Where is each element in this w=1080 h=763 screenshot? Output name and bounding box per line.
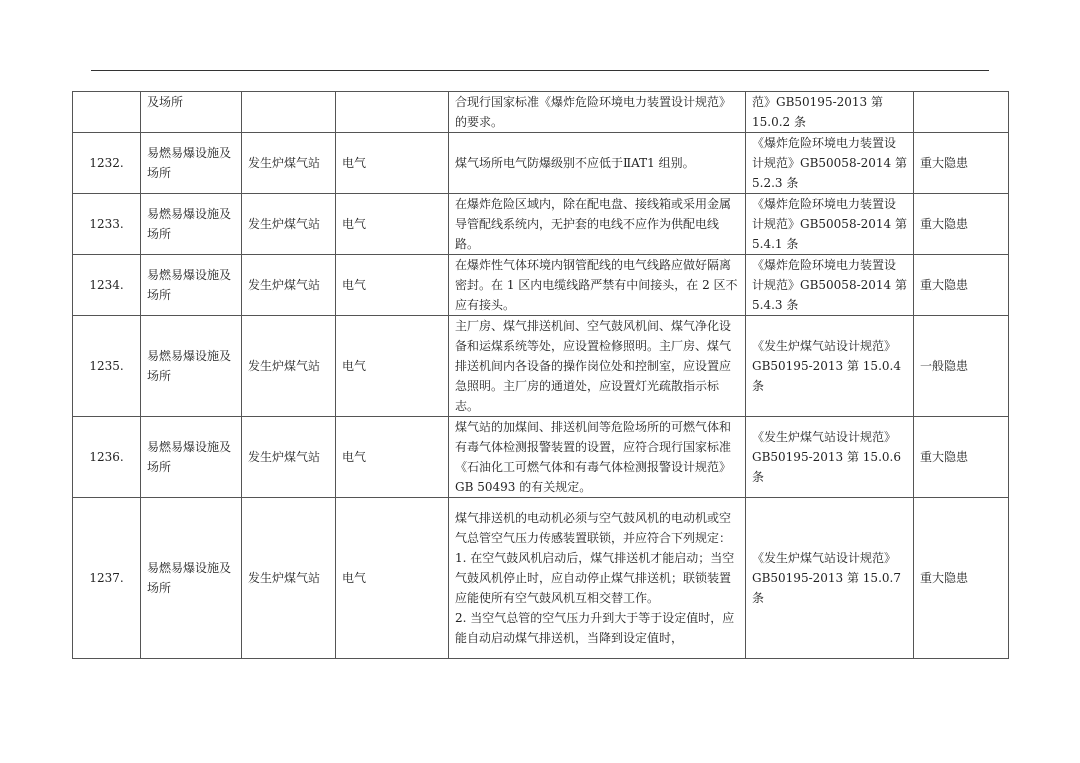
category-cell: 电气 xyxy=(336,194,449,255)
category-cell: 电气 xyxy=(336,498,449,659)
facility-cell: 易燃易爆设施及场所 xyxy=(141,417,242,498)
system-cell: 发生炉煤气站 xyxy=(242,417,336,498)
facility-cell: 易燃易爆设施及场所 xyxy=(141,133,242,194)
requirement-line: 1. 在空气鼓风机启动后，煤气排送机才能启动；当空气鼓风机停止时，应自动停止煤气排送机；联锁装置应能使所有空气鼓风机互相交替工作。 xyxy=(455,551,735,605)
requirement-cell: 煤气场所电气防爆级别不应低于ⅡAT1 组别。 xyxy=(449,133,746,194)
hazard-table xyxy=(72,91,1009,659)
table-row xyxy=(73,92,1009,133)
basis-cell: 《发生炉煤气站设计规范》GB50195-2013 第 15.0.7 条 xyxy=(746,498,914,659)
table-row xyxy=(73,133,1009,194)
facility-cell: 易燃易爆设施及场所 xyxy=(141,316,242,417)
system-cell: 发生炉煤气站 xyxy=(242,194,336,255)
system-cell: 发生炉煤气站 xyxy=(242,255,336,316)
facility-cell: 及场所 xyxy=(141,92,242,133)
requirement-cell: 在爆炸性气体环境内钢管配线的电气线路应做好隔离密封。在 1 区内电缆线路严禁有中间接头，在 2 区不应有接头。 xyxy=(449,255,746,316)
hazard-level-cell: 重大隐患 xyxy=(914,417,1009,498)
basis-cell: 《爆炸危险环境电力装置设计规范》GB50058-2014 第 5.2.3 条 xyxy=(746,133,914,194)
hazard-level-cell: 重大隐患 xyxy=(914,133,1009,194)
system-cell xyxy=(242,92,336,133)
basis-cell: 《发生炉煤气站设计规范》GB50195-2013 第 15.0.4 条 xyxy=(746,316,914,417)
row-number xyxy=(73,92,141,133)
system-cell: 发生炉煤气站 xyxy=(242,316,336,417)
row-number: 1235. xyxy=(73,316,141,417)
table-row xyxy=(73,194,1009,255)
system-cell: 发生炉煤气站 xyxy=(242,133,336,194)
hazard-level-cell: 一般隐患 xyxy=(914,316,1009,417)
requirement-cell: 在爆炸危险区域内，除在配电盘、接线箱或采用金属导管配线系统内，无护套的电线不应作为供配电线路。 xyxy=(449,194,746,255)
table-row xyxy=(73,316,1009,417)
basis-cell: 《发生炉煤气站设计规范》GB50195-2013 第 15.0.6 条 xyxy=(746,417,914,498)
facility-cell: 易燃易爆设施及场所 xyxy=(141,255,242,316)
category-cell: 电气 xyxy=(336,255,449,316)
requirement-line: 2. 当空气总管的空气压力升到大于等于设定值时，应能自动启动煤气排送机，当降到设定值时， xyxy=(455,611,735,645)
requirement-cell: 合现行国家标准《爆炸危险环境电力装置设计规范》的要求。 xyxy=(449,92,746,133)
basis-cell: 范》GB50195-2013 第 15.0.2 条 xyxy=(746,92,914,133)
row-number: 1234. xyxy=(73,255,141,316)
table-row xyxy=(73,255,1009,316)
row-number: 1232. xyxy=(73,133,141,194)
category-cell: 电气 xyxy=(336,316,449,417)
system-cell: 发生炉煤气站 xyxy=(242,498,336,659)
hazard-level-cell xyxy=(914,92,1009,133)
category-cell: 电气 xyxy=(336,133,449,194)
header-rule xyxy=(91,70,989,71)
facility-cell: 易燃易爆设施及场所 xyxy=(141,498,242,659)
category-cell: 电气 xyxy=(336,417,449,498)
requirement-cell: 主厂房、煤气排送机间、空气鼓风机间、煤气净化设备和运煤系统等处，应设置检修照明。主厂房、煤气排送机间内各设备的操作岗位处和控制室，应设置应急照明。主厂房的通道处，应设置灯光疏散指示标志。 xyxy=(449,316,746,417)
hazard-level-cell: 重大隐患 xyxy=(914,255,1009,316)
requirement-line: 煤气排送机的电动机必须与空气鼓风机的电动机或空气总管空气压力传感装置联锁，并应符合下列规定： xyxy=(455,511,732,545)
table-row xyxy=(73,417,1009,498)
table-row xyxy=(73,498,1009,659)
basis-cell: 《爆炸危险环境电力装置设计规范》GB50058-2014 第 5.4.1 条 xyxy=(746,194,914,255)
requirement-cell xyxy=(449,498,746,659)
hazard-level-cell: 重大隐患 xyxy=(914,194,1009,255)
basis-cell: 《爆炸危险环境电力装置设计规范》GB50058-2014 第 5.4.3 条 xyxy=(746,255,914,316)
row-number: 1237. xyxy=(73,498,141,659)
hazard-level-cell: 重大隐患 xyxy=(914,498,1009,659)
row-number: 1236. xyxy=(73,417,141,498)
row-number: 1233. xyxy=(73,194,141,255)
facility-cell: 易燃易爆设施及场所 xyxy=(141,194,242,255)
category-cell xyxy=(336,92,449,133)
requirement-cell: 煤气站的加煤间、排送机间等危险场所的可燃气体和有毒气体检测报警装置的设置，应符合现行国家标准《石油化工可燃气体和有毒气体检测报警设计规范》GB 50493 的有关规定。 xyxy=(449,417,746,498)
